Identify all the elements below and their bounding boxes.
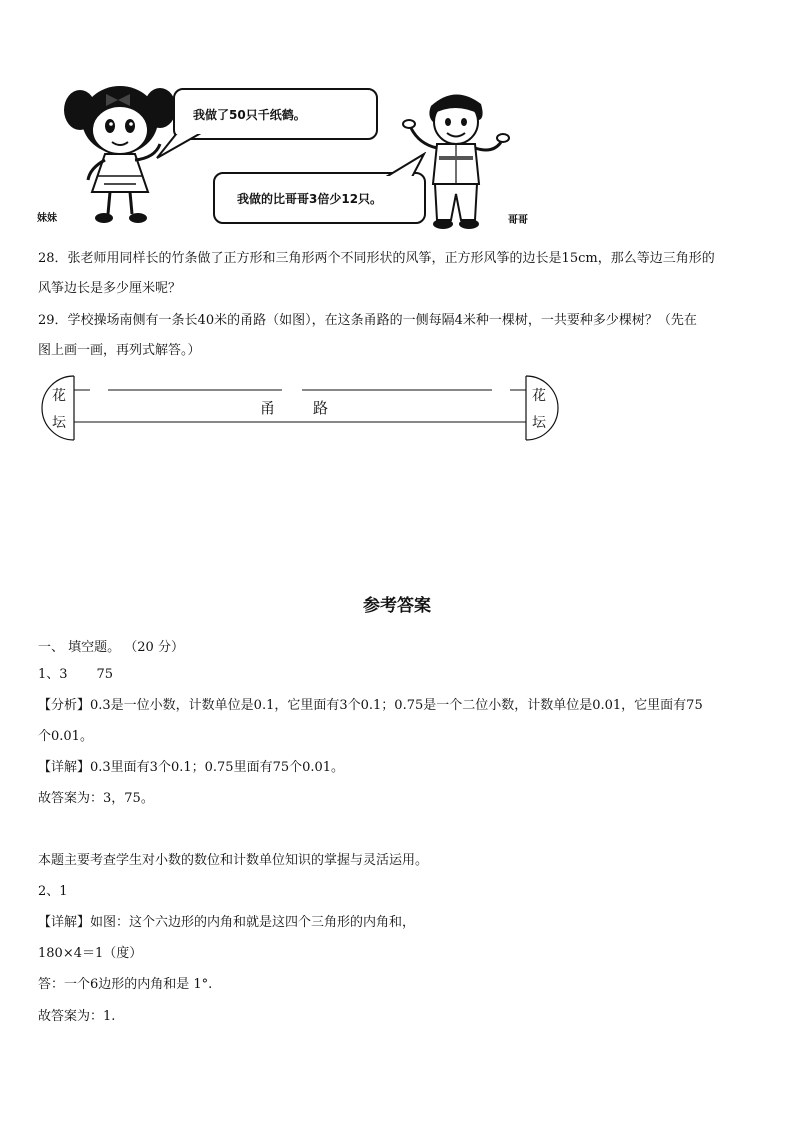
question-29-line-1: 29．学校操场南侧有一条长40米的甬路（如图），在这条甬路的一侧每隔4米种一棵树，一共要种多少棵树？（先在 <box>38 313 697 328</box>
answer-1-analysis-line-2: 个0.01。 <box>38 729 93 744</box>
answer-1-summary: 本题主要考查学生对小数的数位和计数单位知识的掌握与灵活运用。 <box>38 853 429 868</box>
road-label-char-2: 路 <box>313 399 329 417</box>
question-29-line-2: 图上画一画，再列式解答。） <box>38 343 201 358</box>
comic-illustration <box>30 80 550 230</box>
question-28-line-1: 28．张老师用同样长的竹条做了正方形和三角形两个不同形状的风筝，正方形风筝的边长是15cm，那么等边三角形的 <box>38 251 715 266</box>
answer-2-calc: 180×4＝1（度） <box>38 946 143 961</box>
girl-speech-text: 我做了50只千纸鹤。 <box>193 107 306 122</box>
left-flowerbed-top: 花 <box>52 388 66 404</box>
road-label-char-1: 甬 <box>260 399 276 417</box>
boy-speech-bubble <box>213 172 426 224</box>
road-figure-lines <box>38 372 562 444</box>
boy-label: 哥哥 <box>508 215 528 226</box>
left-flowerbed-bottom: 坛 <box>52 415 66 431</box>
answers-title: 参考答案 <box>363 596 431 616</box>
answers-section-1: 一、 填空题。 （20 分） <box>38 640 184 655</box>
right-flowerbed-top: 花 <box>532 388 546 404</box>
answer-1-head: 1、3 75 <box>38 667 114 682</box>
boy-speech-text: 我做的比哥哥3倍少12只。 <box>237 191 383 206</box>
answer-1-final: 故答案为：3，75。 <box>38 791 154 806</box>
question-28-line-2: 风筝边长是多少厘米呢？ <box>38 281 182 296</box>
road-figure <box>38 372 562 444</box>
answer-1-analysis-line-1: 【分析】0.3是一位小数，计数单位是0.1，它里面有3个0.1；0.75是一个二位小数，计数单位是0.01，它里面有75 <box>38 698 703 713</box>
answer-2-detail: 【详解】如图：这个六边形的内角和就是这四个三角形的内角和， <box>38 915 416 930</box>
boy-bubble-tail <box>378 152 428 178</box>
girl-label: 妹妹 <box>37 213 57 224</box>
right-flowerbed-bottom: 坛 <box>532 415 546 431</box>
answer-2-head: 2、1 <box>38 884 68 899</box>
answer-2-answer: 答：一个6边形的内角和是 1°. <box>38 977 213 992</box>
answer-2-final: 故答案为：1. <box>38 1009 116 1024</box>
answer-1-detail: 【详解】0.3里面有3个0.1；0.75里面有75个0.01。 <box>38 760 345 775</box>
girl-bubble-tail <box>155 132 205 162</box>
